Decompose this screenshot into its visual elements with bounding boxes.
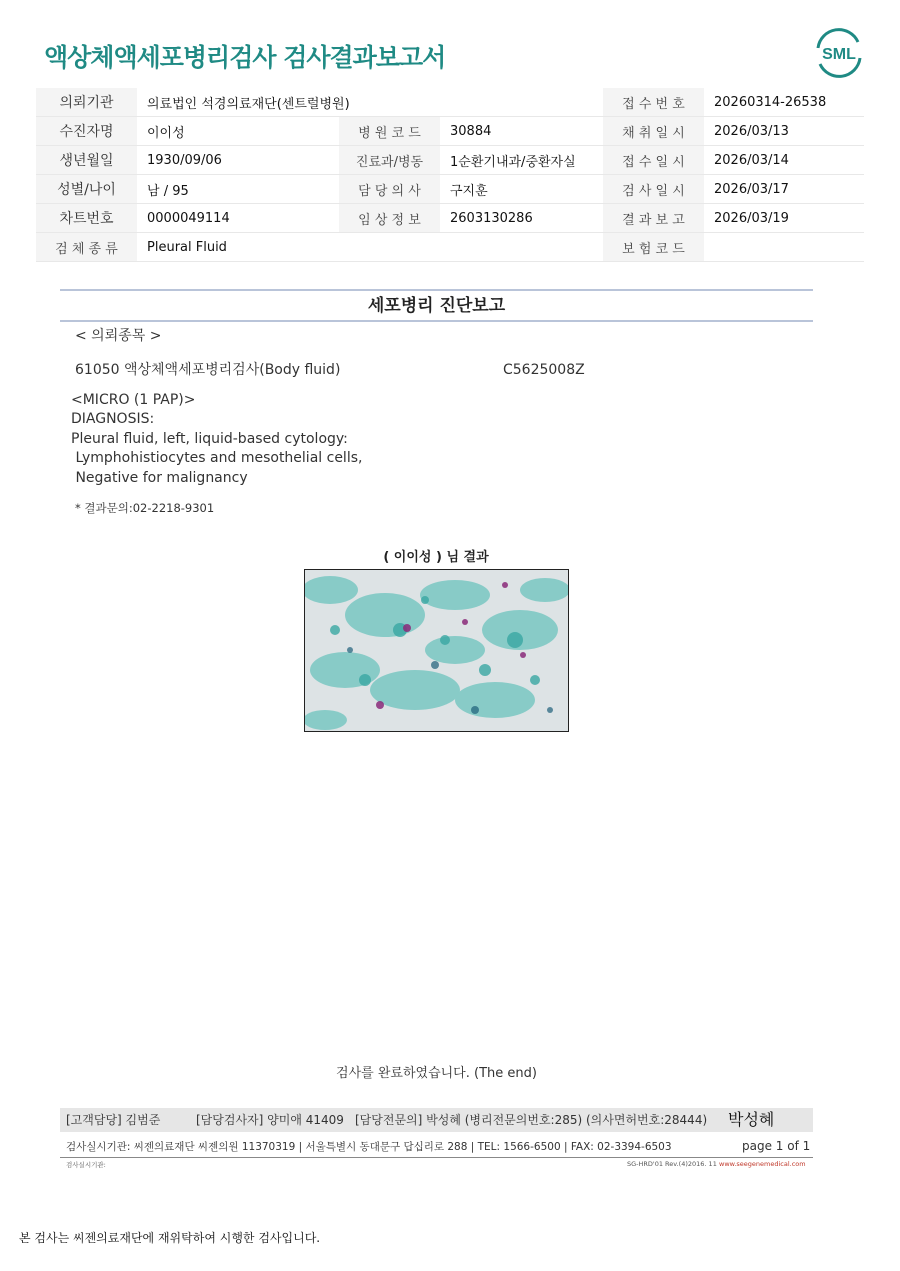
info-value: 2026/03/14: [704, 146, 864, 175]
info-row: [36, 175, 864, 204]
footer-website[interactable]: www.seegenemedical.com: [719, 1160, 806, 1168]
info-label: 임 상 정 보: [339, 204, 440, 233]
image-caption: ( 이이성 ) 님 결과: [383, 550, 489, 565]
info-value: 이이성: [137, 117, 339, 146]
section-rule-bottom: [60, 320, 813, 322]
staff-bar: [60, 1108, 813, 1132]
diagnosis-line: Lymphohistiocytes and mesothelial cells,: [71, 450, 363, 466]
info-label: 검 사 일 시: [603, 175, 704, 204]
micro-label: <MICRO (1 PAP)>: [71, 392, 196, 408]
info-value: 30884: [440, 117, 603, 146]
info-value: 0000049114: [137, 204, 339, 233]
info-value: 2026/03/13: [704, 117, 864, 146]
patient-info-table: [36, 88, 864, 262]
info-label: 접 수 번 호: [603, 88, 704, 117]
footer-small-left: 검사실시기관:: [66, 1161, 106, 1169]
customer-manager: [고객담당] 김범준: [66, 1113, 161, 1127]
info-value: 구지훈: [440, 175, 603, 204]
info-label: 담 당 의 사: [339, 175, 440, 204]
cytology-image-graphic: [305, 570, 568, 731]
info-row: [36, 117, 864, 146]
footer-rule: [60, 1157, 813, 1158]
info-label: 결 과 보 고: [603, 204, 704, 233]
pathologist: [담당전문의] 박성혜 (병리전문의번호:285) (의사면허번호:28444): [355, 1113, 708, 1127]
info-label: 검 체 종 류: [36, 233, 137, 262]
info-value: 의료법인 석경의료재단(센트럴병원): [137, 88, 603, 117]
info-label: 성별/나이: [36, 175, 137, 204]
signature: 박성혜: [728, 1110, 775, 1129]
info-label: 병 원 코 드: [339, 117, 440, 146]
info-row: [36, 233, 864, 262]
info-label: 의뢰기관: [36, 88, 137, 117]
diagnosis-line: Pleural fluid, left, liquid-based cytology:: [71, 431, 348, 447]
logo-text: SML: [822, 46, 856, 63]
report-title: 액상체액세포병리검사 검사결과보고서: [44, 43, 446, 72]
info-value: 20260314-26538: [704, 88, 864, 117]
info-value: 2026/03/17: [704, 175, 864, 204]
info-label: 수진자명: [36, 117, 137, 146]
section-title: 세포병리 진단보고: [367, 296, 506, 316]
end-text: 검사를 완료하였습니다. (The end): [336, 1066, 537, 1081]
info-value: 2603130286: [440, 204, 603, 233]
cytology-image: [304, 569, 569, 732]
info-value: 2026/03/19: [704, 204, 864, 233]
info-row: [36, 204, 864, 233]
info-row: [36, 146, 864, 175]
lab-technician: [담당검사자] 양미애 41409: [196, 1113, 344, 1127]
info-label: 진료과/병동: [339, 146, 440, 175]
info-label: 생년월일: [36, 146, 137, 175]
info-value: 1930/09/06: [137, 146, 339, 175]
info-value: Pleural Fluid: [137, 233, 603, 262]
diagnosis-line: Negative for malignancy: [71, 470, 248, 486]
order-code: C5625008Z: [503, 362, 585, 378]
diagnosis-label: DIAGNOSIS:: [71, 411, 155, 427]
info-label: 채 취 일 시: [603, 117, 704, 146]
info-value: [704, 233, 864, 262]
page-number: page 1 of 1: [742, 1139, 811, 1153]
info-value: 1순환기내과/중환자실: [440, 146, 603, 175]
info-row: [36, 88, 864, 117]
footer-doc-code: SG-HRD'01 Rev.(4)2016. 11: [627, 1160, 717, 1168]
bottom-note: 본 검사는 씨젠의료재단에 재위탁하여 시행한 검사입니다.: [19, 1231, 321, 1245]
sml-logo: [812, 28, 866, 78]
contact-info: * 결과문의:02-2218-9301: [75, 501, 215, 515]
order-heading: < 의뢰종목 >: [75, 328, 162, 344]
institution-info: 검사실시기관: 씨젠의료재단 씨젠의원 11370319 | 서울특별시 동대문구 답십리로 288 | TEL: 1566-6500 | FAX: 02-3394-6503: [66, 1141, 672, 1153]
info-value: 남 / 95: [137, 175, 339, 204]
info-label: 접 수 일 시: [603, 146, 704, 175]
info-label: 보 험 코 드: [603, 233, 704, 262]
order-line: 61050 액상체액세포병리검사(Body fluid): [75, 362, 341, 378]
info-label: 차트번호: [36, 204, 137, 233]
